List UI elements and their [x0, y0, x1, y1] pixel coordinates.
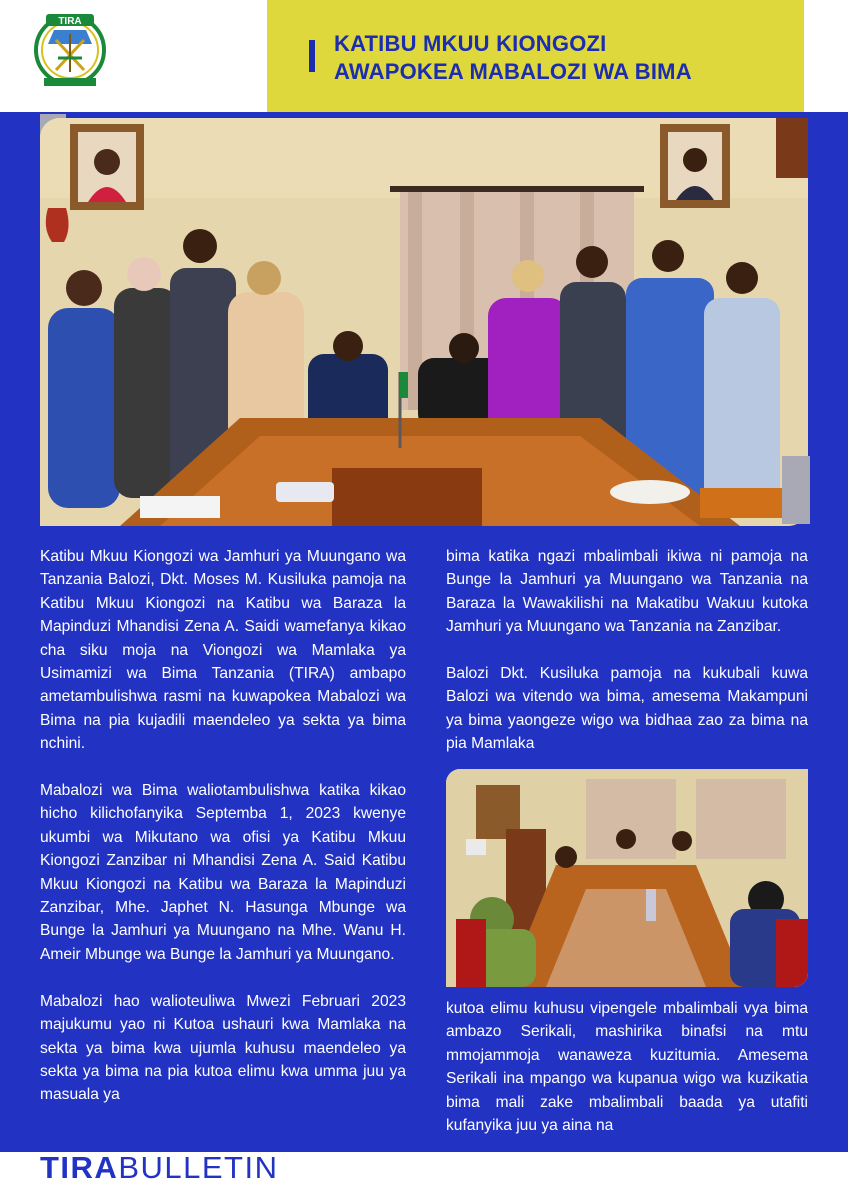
article-paragraph: Balozi Dkt. Kusiluka pamoja na kukubali kuwa Balozi wa vitendo wa bima, amesema Makampuni ya bima yaongeze wigo wa bidhaa zao za bima na pia Mamlaka: [446, 665, 808, 753]
article-paragraph: kutoa elimu kuhusu vipengele mbalimbali vya bima ambazo Serikali, mashirika binafsi na mtu mmojammoja wanaweza kuzitumia. Amesema Serikali ina mpango wa kupanua wigo wa kuzikatia bima mali zake mbalimbali baada ya utafiti kufanyika juu ya aina na: [446, 1000, 808, 1135]
footer-brand-bold: TIRA: [40, 1150, 119, 1185]
page-title: [334, 30, 794, 86]
article-right-column-top: [446, 545, 808, 779]
logo-acronym: TIRA: [58, 16, 82, 27]
secondary-meeting-photo: [446, 769, 808, 987]
article-paragraph: Katibu Mkuu Kiongozi wa Jamhuri ya Muungano wa Tanzania Balozi, Dkt. Moses M. Kusiluka pamoja na Katibu Mkuu Kiongozi na Katibu wa Baraza la Mapinduzi Mhandisi Zena A. Saidi wamefanya kikao cha siku moja na Viongozi wa Mamlaka ya Usimamizi wa Bima Tanzania (TIRA) ambapo ametambulishwa rasmi na kuwapokea Mabalozi wa Bima na pia kujadili maendeleo ya sekta ya bima nchini.: [40, 548, 406, 753]
article-right-column-bottom: [446, 997, 808, 1161]
footer-brand-light: BULLETIN: [118, 1150, 279, 1185]
photo-corner-accent-bottom: [782, 456, 810, 524]
secondary-photo-illustration: [446, 769, 808, 987]
title-line-1: KATIBU MKUU KIONGOZI: [334, 31, 607, 56]
logo-area: [0, 0, 128, 112]
tira-logo: [0, 0, 128, 112]
meeting-photo: [40, 118, 808, 526]
footer-brand: [40, 1150, 279, 1186]
article-paragraph: bima katika ngazi mbalimbali ikiwa ni pamoja na Bunge la Jamhuri ya Muungano wa Tanzania na Baraza la Wawakilishi na Makatibu Wakuu kutoka Jamhuri ya Muungano wa Tanzania na Zanzibar.: [446, 548, 808, 636]
title-line-2: AWAPOKEA MABALOZI WA BIMA: [334, 59, 692, 84]
meeting-photo-illustration: [40, 118, 808, 526]
article-paragraph: Mabalozi wa Bima waliotambulishwa katika kikao hicho kilichofanyika Septemba 1, 2023 kwenye ukumbi wa Mikutano wa ofisi ya Katibu Mkuu Kiongozi Zanzibar ni Mhandisi Zena A. Said Katibu Mkuu Kiongozi na Katibu wa Baraza la Mapinduzi Zanzibar, Mhe. Japhet N. Hasunga Mbunge wa Bunge la Jamhuri ya Muungano na Mhe. Wanu H. Ameir Mbunge wa Bunge la Jamhuri ya Muungano.: [40, 782, 406, 963]
article-paragraph: Mabalozi hao walioteuliwa Mwezi Februari 2023 majukumu yao ni Kutoa ushauri kwa Mamlaka na sekta ya bima kwa ujumla kuhusu maendeleo ya sekta ya bima na pia kutoa elimu kwa umma juu ya masuala ya: [40, 992, 406, 1104]
article-left-column: [40, 545, 406, 1130]
header-accent-bar: [309, 40, 315, 72]
